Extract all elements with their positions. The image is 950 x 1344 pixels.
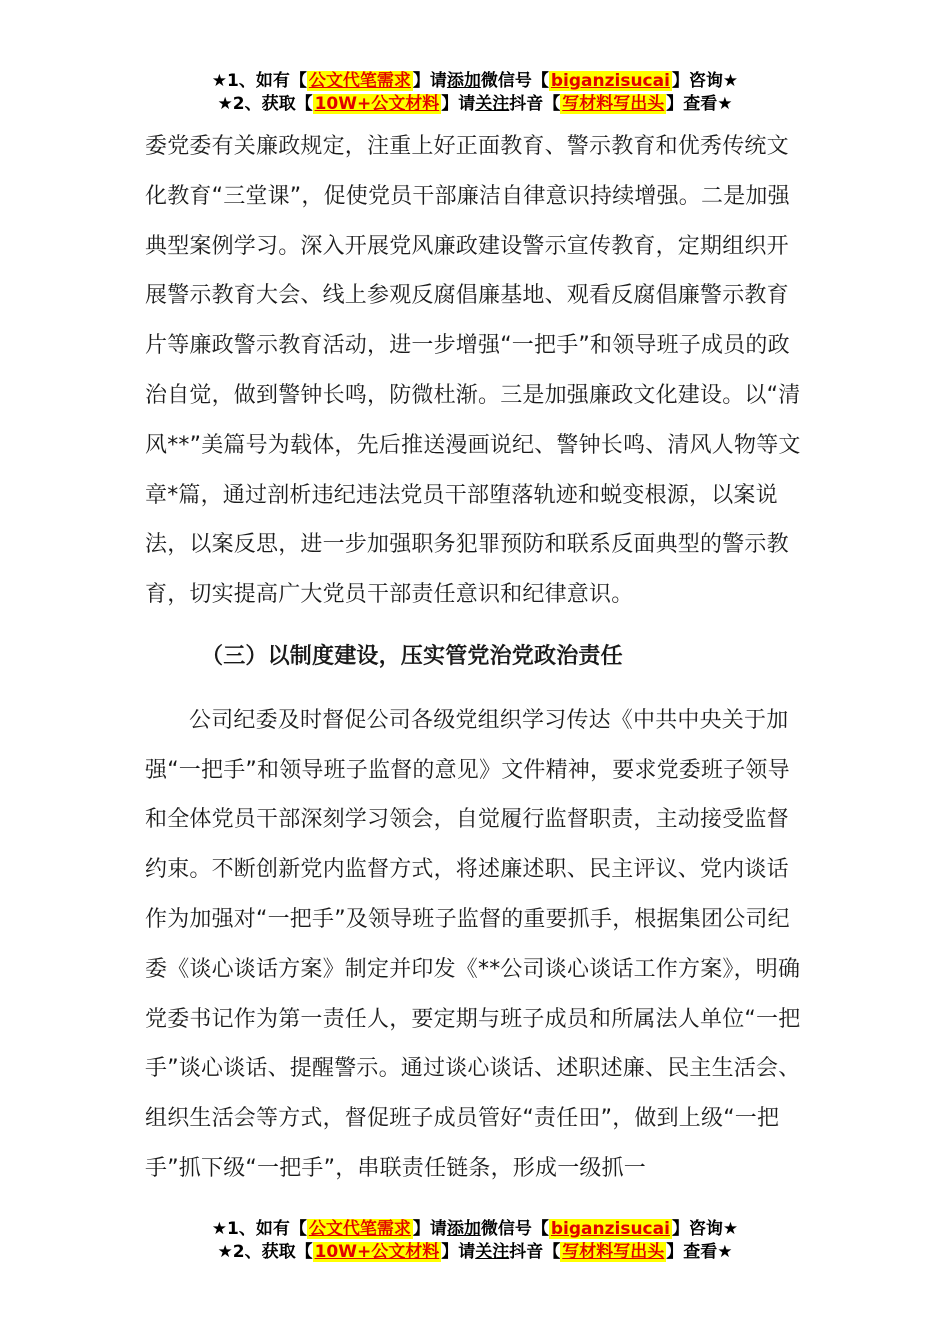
- highlight-douyin-account: 写材料写出头: [562, 1242, 665, 1262]
- highlight-ghostwriting: 公文代笔需求: [308, 71, 411, 91]
- document-body: [145, 122, 807, 1194]
- header-banner: [0, 70, 950, 116]
- paragraph-continued: 委党委有关廉政规定，注重上好正面教育、警示教育和优秀传统文化教育“三堂课”，促使党员干部廉洁自律意识持续增强。二是加强典型案例学习。深入开展党风廉政建设警示宣传教育，定期组织开展警示教育大会、线上参观反腐倡廉基地、观看反腐倡廉警示教育片等廉政警示教育活动，进一步增强“一把手”和领导班子成员的政治自觉，做到警钟长鸣，防微杜渐。三是加强廉政文化建设。以“清风**”美篇号为载体，先后推送漫画说纪、警钟长鸣、清风人物等文章*篇，通过剖析违纪违法党员干部堕落轨迹和蜕变根源，以案说法，以案反思，进一步加强职务犯罪预防和联系反面典型的警示教育，切实提高广大党员干部责任意识和纪律意识。: [145, 134, 801, 608]
- highlight-materials: 10W+公文材料: [314, 94, 440, 114]
- footer-banner: [0, 1218, 950, 1264]
- highlight-douyin-account: 写材料写出头: [562, 94, 665, 114]
- highlight-wechat-id: biganzisucai: [550, 1219, 670, 1239]
- highlight-ghostwriting: 公文代笔需求: [308, 1219, 411, 1239]
- banner-line-2: ★2、获取【 10W+公文材料 】请关注抖音【 写材料写出头 】查看★: [217, 94, 733, 114]
- highlight-wechat-id: biganzisucai: [550, 71, 670, 91]
- highlight-materials: 10W+公文材料: [314, 1242, 440, 1262]
- paragraph: 公司纪委及时督促公司各级党组织学习传达《中共中央关于加强“一把手”和领导班子监督的意见》文件精神，要求党委班子领导和全体党员干部深刻学习领会，自觉履行监督职责，主动接受监督约束。不断创新党内监督方式，将述廉述职、民主评议、党内谈话作为加强对“一把手”及领导班子监督的重要抓手，根据集团公司纪委《谈心谈话方案》制定并印发《**公司谈心谈话工作方案》，明确党委书记作为第一责任人，要定期与班子成员和所属法人单位“一把手”谈心谈话、提醒警示。通过谈心谈话、述职述廉、民主生活会、组织生活会等方式，督促班子成员管好“责任田”，做到上级“一把手”抓下级“一把手”，串联责任链条，形成一级抓一: [145, 707, 801, 1181]
- banner-line-1: ★1、如有【 公文代笔需求 】请添加微信号【 biganzisucai 】咨询★: [211, 1219, 739, 1239]
- banner-line-2: ★2、获取【 10W+公文材料 】请关注抖音【 写材料写出头 】查看★: [217, 1242, 733, 1262]
- banner-line-1: ★1、如有【 公文代笔需求 】请添加微信号【 biganzisucai 】咨询★: [211, 71, 739, 91]
- section-heading: （三）以制度建设，压实管党治党政治责任: [201, 643, 623, 669]
